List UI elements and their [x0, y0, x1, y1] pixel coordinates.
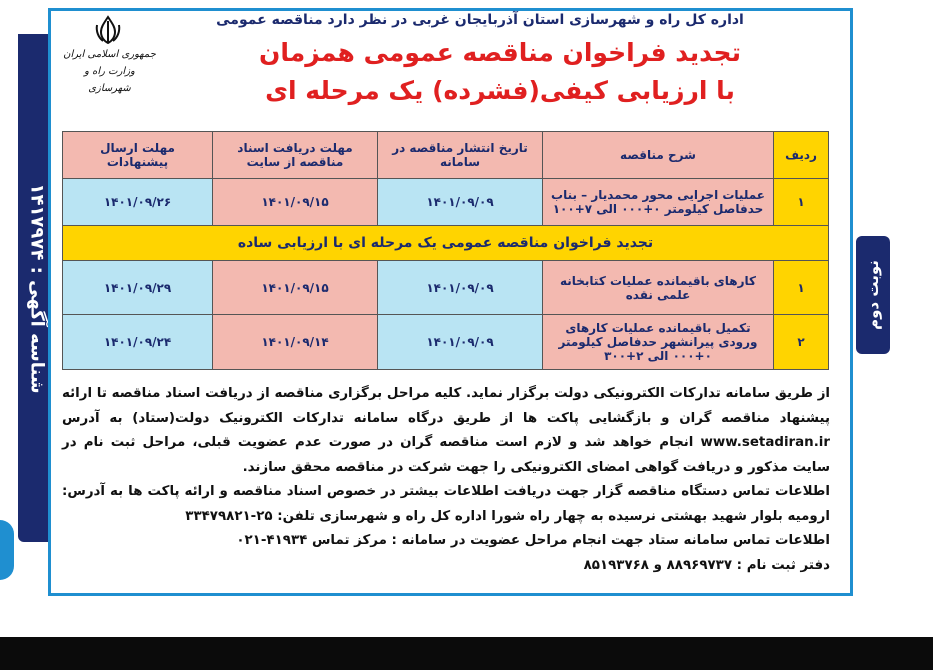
procedure-paragraph: از طریق سامانه تدارکات الکترونیکی دولت برگزار نماید. کلیه مراحل برگزاری مناقصه از دریافت اسناد مناقصه تا ارائه پیشنهاد مناقصه گران و بازگشایی پاکت ها از طریق درگاه سامانه تدارکات الکترونیک دولت(ستاد) به آدرس www.setadiran.ir انجام خواهد شد و لازم است مناقصه گران در صورت عدم عضویت قبلی، مراحل ثبت نام در سایت مذکور و دریافت گواهی امضای الکترونیکی را جهت شرکت در مناقصه محقق سازند. [62, 386, 830, 475]
row-number: ۱ [774, 261, 829, 315]
iran-emblem-icon [88, 14, 128, 46]
ad-title-line1: تجدید فراخوان مناقصه عمومی همزمان [259, 38, 741, 67]
section2-title: تجدید فراخوان مناقصه عمومی یک مرحله ای با ارزیابی ساده [63, 226, 829, 261]
row-number: ۲ [774, 315, 829, 370]
row-offer-deadline: ۱۴۰۱/۰۹/۲۴ [63, 315, 213, 370]
ad-body [62, 382, 830, 578]
ministry-label: وزارت راه و شهرسازی [84, 66, 135, 94]
row-number: ۱ [774, 179, 829, 226]
row-doc-deadline: ۱۴۰۱/۰۹/۱۵ [213, 261, 378, 315]
edition-text: نوبت دوم [864, 260, 883, 330]
ad-id-text: شناسه آگهی : ۱۴۱۷۹۷۴ [26, 182, 48, 394]
page-edge-decoration [0, 520, 14, 580]
header-publish-date: تاریخ انتشار مناقصه در سامانه [378, 132, 543, 179]
header-row-number: ردیف [774, 132, 829, 179]
table-header-row [63, 132, 829, 179]
section-banner-row [63, 226, 829, 261]
header-description: شرح مناقصه [543, 132, 774, 179]
country-name: جمهوری اسلامی ایران [63, 49, 156, 60]
organization-line: اداره کل راه و شهرسازی استان آذربایجان غربی در نظر دارد مناقصه عمومی [216, 12, 744, 28]
setad-contact-paragraph: اطلاعات تماس سامانه ستاد جهت انجام مراحل عضویت در سامانه : مرکز تماس ۴۱۹۳۴-۰۲۱ [236, 533, 830, 548]
ad-title-line2: با ارزیابی کیفی(فشرده) یک مرحله ای [265, 76, 735, 105]
row-publish-date: ۱۴۰۱/۰۹/۰۹ [378, 179, 543, 226]
row-doc-deadline: ۱۴۰۱/۰۹/۱۵ [213, 179, 378, 226]
row-description: تکمیل باقیمانده عملیات کارهای ورودی پیرانشهر حدفاصل کیلومتر ۰+۰۰۰ الی ۲+۳۰۰ [543, 315, 774, 370]
row-publish-date: ۱۴۰۱/۰۹/۰۹ [378, 315, 543, 370]
table-row [63, 179, 829, 226]
bottom-bar [0, 637, 933, 670]
ministry-name [62, 46, 157, 97]
tender-table [62, 131, 829, 370]
row-description: کارهای باقیمانده عملیات کتابخانه علمی نقده [543, 261, 774, 315]
header-doc-deadline: مهلت دریافت اسناد مناقصه از سایت [213, 132, 378, 179]
row-publish-date: ۱۴۰۱/۰۹/۰۹ [378, 261, 543, 315]
table-row [63, 315, 829, 370]
header-offer-deadline: مهلت ارسال پیشنهادات [63, 132, 213, 179]
edition-tab [856, 236, 890, 354]
registration-office-paragraph: دفتر ثبت نام : ۸۸۹۶۹۷۳۷ و ۸۵۱۹۳۷۶۸ [583, 557, 830, 573]
contact-paragraph: اطلاعات تماس دستگاه مناقصه گزار جهت دریافت اطلاعات بیشتر در خصوص اسناد مناقصه و ارائه پاکت ها به آدرس: ارومیه بلوار شهید بهشتی نرسیده به چهار راه شورا اداره کل راه و شهرسازی تلفن: ۲۵-۳۳۴۷۹۸۲۱ [62, 484, 830, 524]
row-offer-deadline: ۱۴۰۱/۰۹/۲۶ [63, 179, 213, 226]
table-row [63, 261, 829, 315]
row-offer-deadline: ۱۴۰۱/۰۹/۲۹ [63, 261, 213, 315]
row-description: عملیات اجرایی محور محمدیار – بناب حدفاصل کیلومتر ۰+۰۰۰ الی ۷+۱۰۰ [543, 179, 774, 226]
row-doc-deadline: ۱۴۰۱/۰۹/۱۴ [213, 315, 378, 370]
